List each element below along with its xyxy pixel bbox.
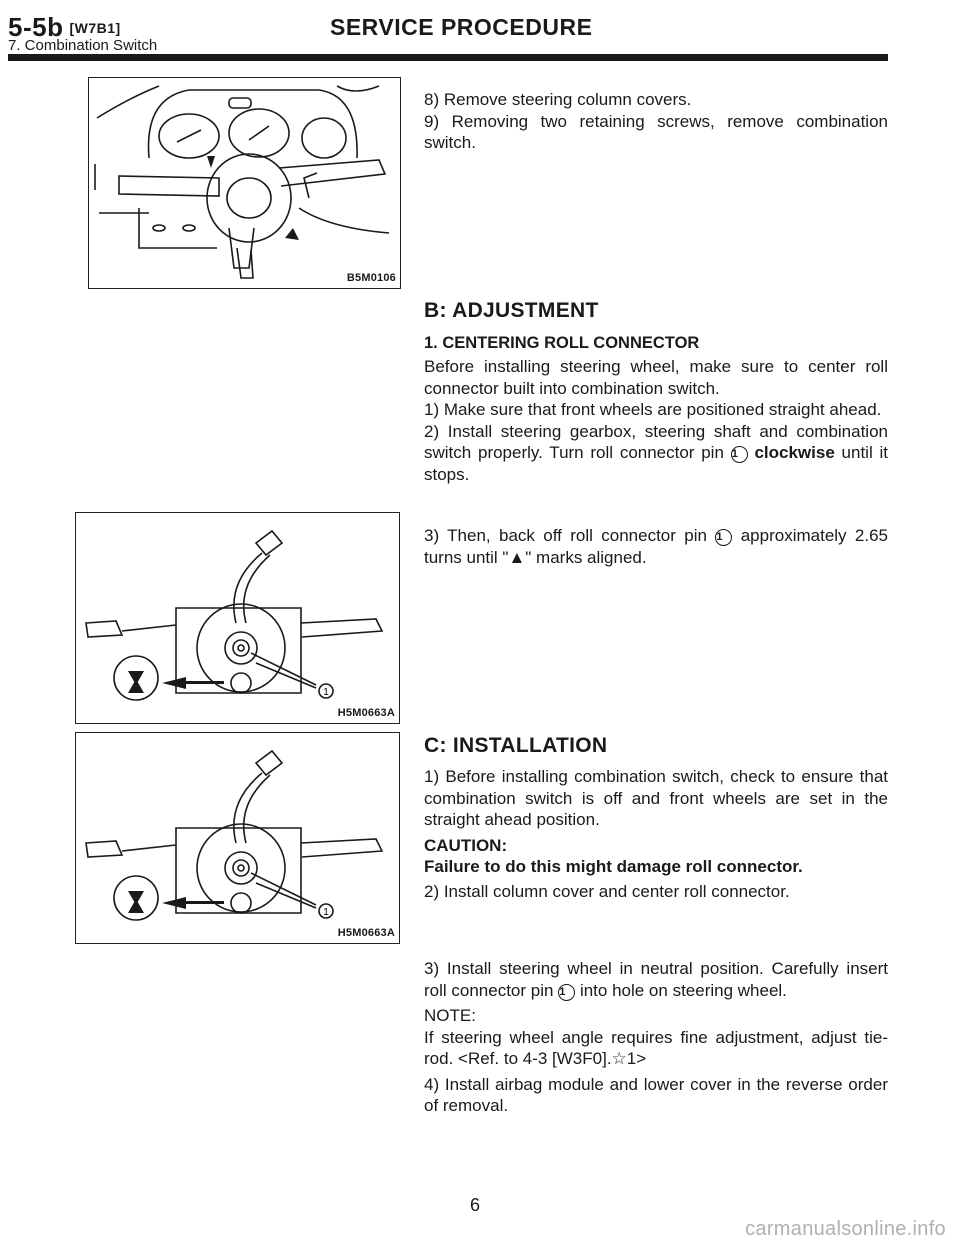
figure-code: H5M0663A bbox=[337, 927, 395, 939]
installation-step-1: 1) Before installing combination switch, check to ensure that combination switch is off and front wheels are set in the straight ahead position. bbox=[424, 767, 888, 829]
adjustment-step-2: 2) Install steering gearbox, steering shaft and combination switch properly. Turn roll connector pin 1 clockwise until it stops. bbox=[424, 421, 888, 484]
installation-body-continued bbox=[424, 958, 888, 1117]
installation-body bbox=[424, 766, 888, 902]
adjustment-intro: Before installing steering wheel, make sure to center roll connector built into combination switch. bbox=[424, 357, 888, 398]
page-title: SERVICE PROCEDURE bbox=[330, 14, 593, 40]
installation-step-4: 4) Install airbag module and lower cover in the reverse order of removal. bbox=[424, 1074, 888, 1115]
note-text: If steering wheel angle requires fine adjustment, adjust tie-rod. <Ref. to 4-3 [W3F0].☆1> bbox=[424, 1027, 888, 1068]
removal-steps bbox=[424, 89, 888, 154]
adjustment-step-1: 1) Make sure that front wheels are positioned straight ahead. bbox=[424, 400, 882, 419]
callout-1-icon: 1 bbox=[558, 984, 575, 1001]
roll-connector-illustration bbox=[76, 513, 398, 722]
figure-code: B5M0106 bbox=[346, 272, 396, 284]
callout-1-icon: 1 bbox=[715, 529, 732, 546]
reference-code: [W7B1] bbox=[69, 20, 121, 36]
header-rule bbox=[8, 54, 888, 61]
removal-step-8: 8) Remove steering column covers. bbox=[424, 90, 692, 109]
note-label: NOTE: bbox=[424, 1006, 476, 1025]
figure-roll-connector-centering bbox=[75, 512, 400, 724]
combination-switch-illustration bbox=[89, 78, 399, 287]
section-heading-adjustment: B: ADJUSTMENT bbox=[424, 299, 599, 322]
emphasis-clockwise: clockwise bbox=[754, 443, 835, 462]
figure-roll-connector-installation bbox=[75, 732, 400, 944]
callout-number: 1 bbox=[323, 687, 329, 698]
roll-connector-illustration bbox=[76, 733, 398, 942]
page-number: 6 bbox=[470, 1195, 481, 1215]
figure-combination-switch-removal bbox=[88, 77, 401, 289]
adjustment-body bbox=[424, 356, 888, 485]
removal-step-9: 9) Removing two retaining screws, remove combination switch. bbox=[424, 111, 888, 152]
figure-code: H5M0663A bbox=[337, 707, 395, 719]
section-subtitle: 7. Combination Switch bbox=[8, 37, 158, 54]
adjustment-step-3: 3) Then, back off roll connector pin 1 approximately 2.65 turns until "▲" marks aligned. bbox=[424, 526, 888, 567]
installation-step-2: 2) Install column cover and center roll connector. bbox=[424, 881, 790, 901]
section-number: 5-5b bbox=[8, 12, 64, 42]
installation-step-3: 3) Install steering wheel in neutral position. Carefully insert roll connector pin 1 into hole on steering wheel. bbox=[424, 959, 888, 1000]
caution-label: CAUTION: bbox=[424, 835, 508, 855]
subsection-heading-centering: 1. CENTERING ROLL CONNECTOR bbox=[424, 334, 700, 352]
callout-number: 1 bbox=[323, 907, 329, 918]
caution-text: Failure to do this might damage roll connector. bbox=[424, 857, 803, 876]
callout-1-icon: 1 bbox=[731, 446, 748, 463]
watermark: carmanualsonline.info bbox=[745, 1218, 946, 1240]
section-heading-installation: C: INSTALLATION bbox=[424, 734, 608, 757]
